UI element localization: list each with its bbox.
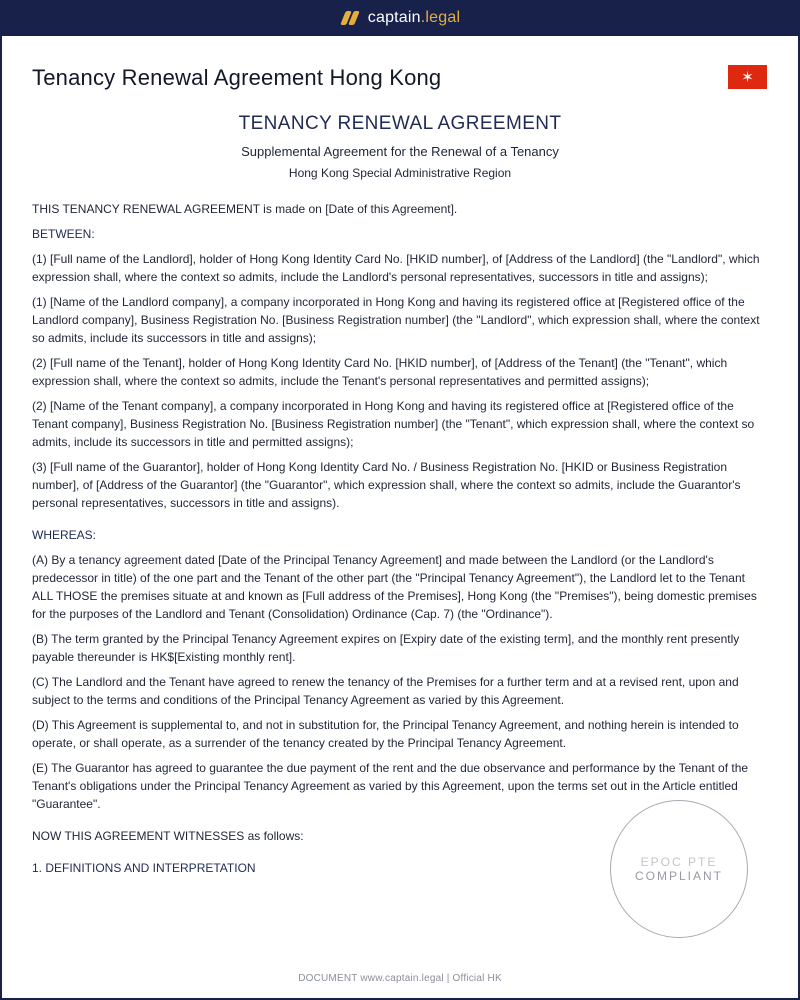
witness-paragraph: NOW THIS AGREEMENT WITNESSES as follows: [32,829,304,843]
between-label: BETWEEN: [32,227,95,241]
party-paragraph: (1) [Full name of the Landlord], holder of Hong Kong Identity Card No. [HKID number], of [Address of the Landlord] (the "Landlord", which expression shall, where the context so admits, include the Landlord's personal representatives, successors in title and assigns); [32,252,760,284]
compliance-stamp [610,800,748,938]
page-title: Tenancy Renewal Agreement Hong Kong [32,65,442,90]
recital-paragraph: (E) The Guarantor has agreed to guarantee the due payment of the rent and the due observance and performance by the Tenant of the Tenant's obligations under the Principal Tenancy Agreement as varied by this Agreement, upon the terms set out in the Article entitled "Guarantee". [32,761,749,811]
footer-text: DOCUMENT www.captain.legal | Official HK [298,973,502,984]
section-heading: 1. DEFINITIONS AND INTERPRETATION [32,861,256,875]
document-subheading: Supplemental Agreement for the Renewal of a Tenancy [241,144,559,159]
party-paragraph: (1) [Name of the Landlord company], a company incorporated in Hong Kong and having its registered office at [Registered office of the Landlord company], Business Registration No. [Business Registration number] (the "Landlord", which expression shall, where the context so admits, include its successors in title and assigns); [32,295,760,345]
party-paragraph: (3) [Full name of the Guarantor], holder of Hong Kong Identity Card No. / Business Registration No. [HKID or Business Registration number], of [Address of the Guarantor] (the "Guarantor", which expression shall, where the context so admits, include the Guarantor's personal representatives, successors in title and assigns). [32,460,741,510]
stamp-line-1: EPOC PTE [640,855,718,869]
brand-name [368,9,460,27]
hong-kong-flag-icon: ✶ [728,65,767,89]
captain-legal-logo-icon [340,10,359,26]
document-region: Hong Kong Special Administrative Region [288,166,512,180]
top-bar [0,0,800,36]
recital-paragraph: (C) The Landlord and the Tenant have agreed to renew the tenancy of the Premises for a further term and at a revised rent, upon and subject to the terms and conditions of the Principal Tenancy Agreement as varied by this Agreement. [32,675,739,707]
whereas-label: WHEREAS: [32,528,97,542]
recital-paragraph: (B) The term granted by the Principal Tenancy Agreement expires on [Expiry date of the existing term], and the monthly rent presently payable thereunder is HK$[Existing monthly rent]. [32,632,740,664]
stamp-line-2: COMPLIANT [634,869,723,883]
party-paragraph: (2) [Full name of the Tenant], holder of Hong Kong Identity Card No. [HKID number], of [Address of the Tenant] (the "Tenant", which expression shall, where the context so admits, include the Tenant's personal representatives and permitted assigns); [32,356,728,388]
brand-name-main: captain [367,9,421,26]
brand-name-tld: .legal [420,9,461,26]
intro-paragraph: THIS TENANCY RENEWAL AGREEMENT is made on [Date of this Agreement]. [32,202,458,216]
party-paragraph: (2) [Name of the Tenant company], a company incorporated in Hong Kong and having its registered office at [Registered office of the Tenant company], Business Registration No. [Business Registration number] (the "Tenant", which expression shall, where the context so admits, include its successors in title and permitted assigns); [32,399,755,449]
brand-logo[interactable] [340,9,460,27]
recital-paragraph: (D) This Agreement is supplemental to, and not in substitution for, the Principal Tenancy Agreement, and nothing herein is intended to operate, or shall operate, as a surrender of the tenancy created by the Principal Tenancy Agreement. [32,718,739,750]
document-heading: TENANCY RENEWAL AGREEMENT [238,113,562,134]
recital-paragraph: (A) By a tenancy agreement dated [Date of the Principal Tenancy Agreement] and made between the Landlord (or the Landlord's predecessor in title) of the one part and the Tenant of the other part (the "Principal Tenancy Agreement"), the Landlord let to the Tenant ALL THOSE the premises situate at and known as [Full address of the Premises], Hong Kong (the "Premises"), being domestic premises for the purposes of the Landlord and Tenant (Consolidation) Ordinance (Cap. 7) (the "Ordinance"). [32,553,757,621]
